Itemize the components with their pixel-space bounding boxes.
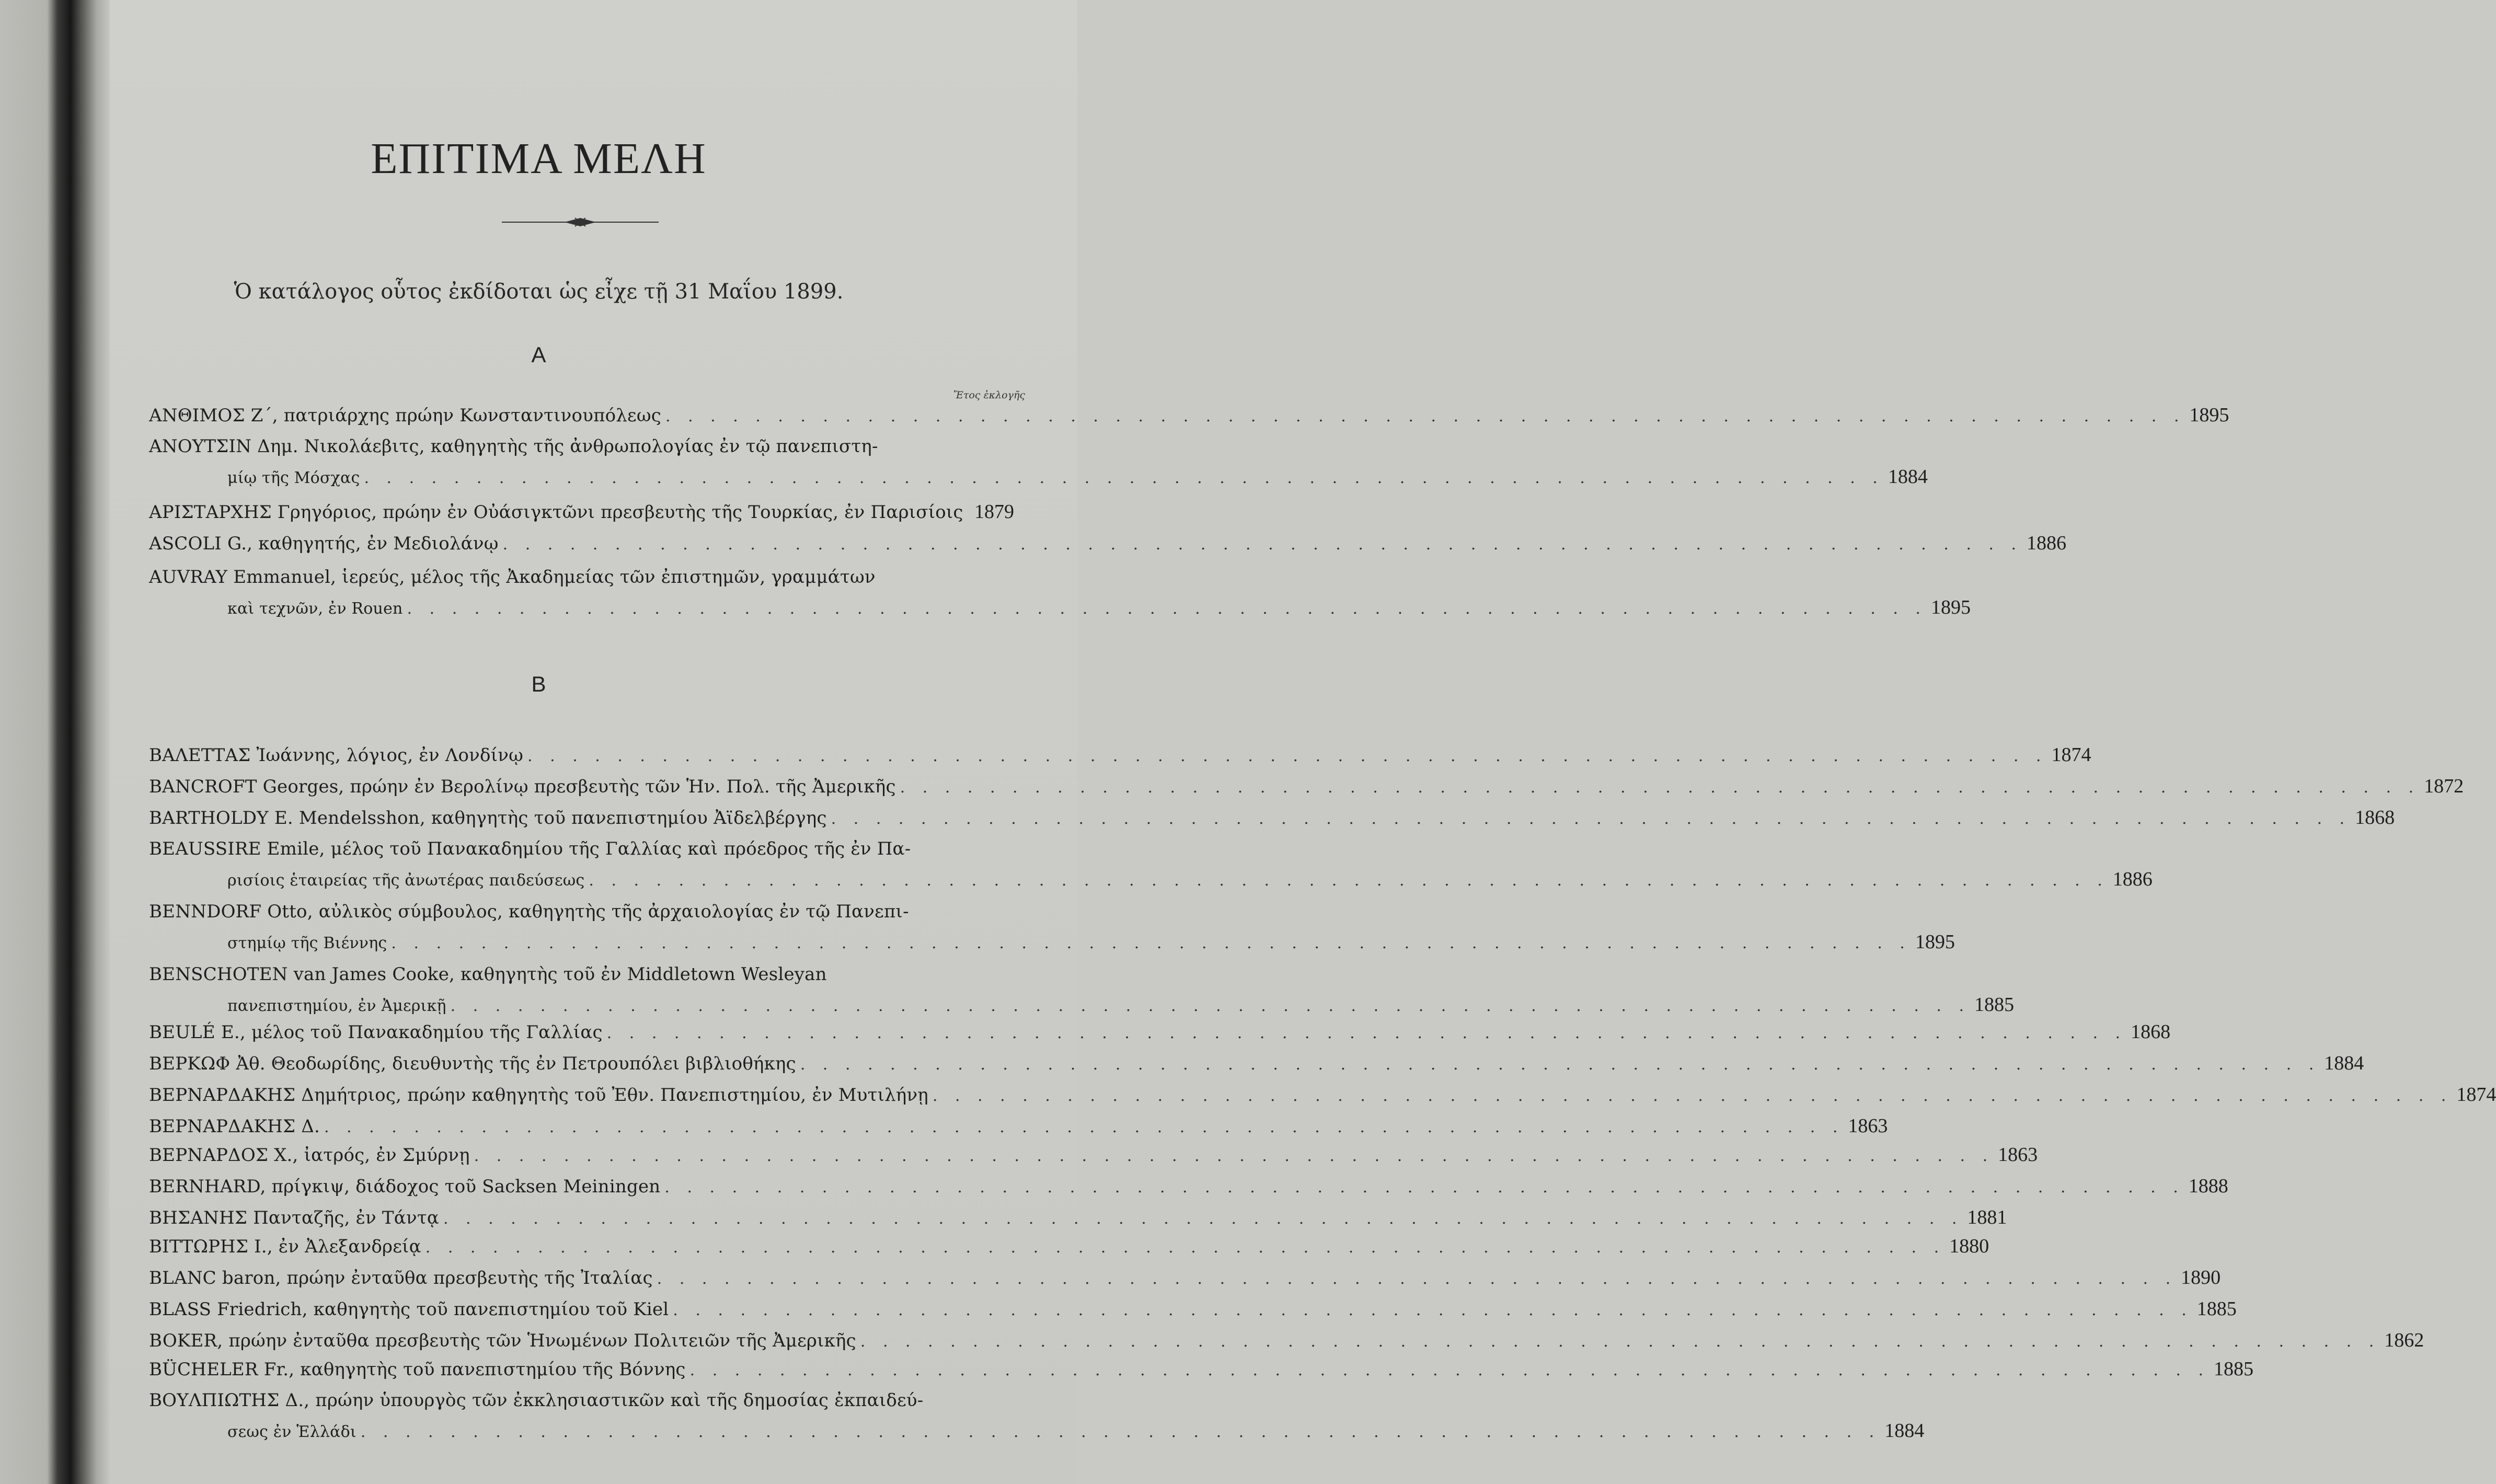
entry-line xyxy=(149,1385,1014,1416)
entry-text: μίῳ τῆς Μόσχας xyxy=(227,469,360,487)
entry-text: καὶ τεχνῶν, ἐν Rouen xyxy=(227,600,403,618)
election-year: 1895 xyxy=(1915,931,1955,953)
member-entry xyxy=(149,1017,2171,1047)
entry-line xyxy=(149,927,1955,957)
catalogue-note: Ὁ κατάλογος οὗτος ἐκδίδοται ὡς εἶχε τῇ 31 Μαΐου 1899. xyxy=(234,280,844,304)
page-title: ΕΠΙΤΙΜΑ ΜΕΛΗ xyxy=(371,134,707,183)
entry-text: ASCOLI G., καθηγητής, ἐν Μεδιολάνῳ xyxy=(149,533,499,554)
leader-dots: . . . . . . . . . . . . . . . . . . . . . . . . . . . . . . . . . . . . . . . . . . . . . . . . . . . . . . . . . . . . . . . . . . . . xyxy=(324,1118,1844,1136)
entry-text: BENSCHOTEN van James Cooke, καθηγητὴς τοῦ ἐν Middletown Wesleyan xyxy=(149,964,827,985)
member-entry xyxy=(149,1202,2007,1233)
entry-line xyxy=(149,864,2153,894)
election-year: 1886 xyxy=(2027,532,2067,554)
entry-text: ΒΗΣΑΝΗΣ Πανταζῆς, ἐν Τάντᾳ xyxy=(149,1207,439,1228)
election-year: 1884 xyxy=(2324,1052,2364,1074)
year-column-header: Ἔτος ἐκλογῆς xyxy=(953,389,1025,401)
member-entry xyxy=(149,400,2229,430)
entry-line xyxy=(149,1231,1989,1261)
election-year: 1895 xyxy=(2189,404,2229,426)
member-entry xyxy=(149,528,2067,558)
section-letter: Β xyxy=(531,672,546,696)
election-year: 1868 xyxy=(2131,1021,2171,1043)
entry-line xyxy=(149,1294,2237,1324)
entry-line xyxy=(149,990,2015,1020)
member-entry xyxy=(149,1294,2237,1324)
election-year: 1885 xyxy=(1974,994,2015,1016)
entry-line xyxy=(149,771,2464,801)
entry-text: ΒΕΡΝΑΡΔΑΚΗΣ Δ. xyxy=(149,1116,320,1137)
leader-dots: . . . . . . . . . . . . . . . . . . . . . . . . . . . . . . . . . . . . . . . . . . . . . . . . . . . . . . . . . . . . . . . . . . . . xyxy=(425,1238,1946,1257)
leader-dots: . . . . . . . . . . . . . . . . . . . . . . . . . . . . . . . . . . . . . . . . . . . . . . . . . . . . . . . . . . . . . . . . . . . . xyxy=(800,1055,2320,1074)
entry-line xyxy=(149,400,2229,430)
election-year: 1863 xyxy=(1848,1115,1888,1137)
member-entry xyxy=(149,1385,1925,1446)
member-entry xyxy=(149,497,1014,527)
entry-line xyxy=(149,1416,1925,1446)
entry-line xyxy=(149,1325,2424,1355)
entry-line xyxy=(149,959,1014,990)
election-year: 1884 xyxy=(1884,1420,1925,1442)
member-entry xyxy=(149,834,2153,894)
entry-text: πανεπιστημίου, ἐν Ἀμερικῇ xyxy=(227,997,446,1015)
entry-text: ΒΕΡΝΑΡΔΑΚΗΣ Δημήτριος, πρώην καθηγητὴς τοῦ Ἐθν. Πανεπιστημίου, ἐν Μυτιλήνῃ xyxy=(149,1085,928,1106)
entry-text: BEULÉ E., μέλος τοῦ Πανακαδημίου τῆς Γαλλίας xyxy=(149,1022,603,1043)
member-entry xyxy=(149,1048,2364,1078)
entry-text: BANCROFT Georges, πρώην ἐν Βερολίνῳ πρεσβευτὴς τῶν Ἡν. Πολ. τῆς Ἀμερικῆς xyxy=(149,776,896,797)
leader-dots: . . . . . . . . . . . . . . . . . . . . . . . . . . . . . . . . . . . . . . . . . . . . . . . . . . . . . . . . . . . . . . . . . . . . xyxy=(407,600,1927,618)
entry-line xyxy=(149,462,1928,492)
member-entry xyxy=(149,896,1955,957)
entry-line xyxy=(149,1202,2007,1233)
entry-line xyxy=(149,528,2067,558)
election-year: 1874 xyxy=(2051,744,2091,766)
entry-text: BLANC baron, πρώην ἐνταῦθα πρεσβευτὴς τῆς Ἰταλίας xyxy=(149,1268,653,1289)
leader-dots: . . . . . . . . . . . . . . . . . . . . . . . . . . . . . . . . . . . . . . . . . . . . . . . . . . . . . . . . . . . . . . . . . . . . xyxy=(450,997,1971,1015)
member-entry xyxy=(149,740,2091,770)
entry-line xyxy=(149,834,1014,864)
election-year: 1863 xyxy=(1998,1144,2038,1166)
entry-text: στημίῳ τῆς Βιέννης xyxy=(227,934,387,952)
entry-text: BARTHOLDY E. Mendelsshon, καθηγητὴς τοῦ πανεπιστημίου Ἀϊδελβέργης xyxy=(149,808,827,829)
member-entry xyxy=(149,1231,1989,1261)
entry-line xyxy=(149,896,1014,927)
leader-dots: . . . . . . . . . . . . . . . . . . . . . . . . . . . . . . . . . . . . . . . . . . . . . . . . . . . . . . . . . . . . . . . . . . . . xyxy=(665,407,2186,425)
entry-line xyxy=(149,1048,2364,1078)
entry-line xyxy=(149,1017,2171,1047)
entry-line xyxy=(149,1079,2496,1110)
entry-line xyxy=(149,1262,2221,1293)
leader-dots: . . . . . . . . . . . . . . . . . . . . . . . . . . . . . . . . . . . . . . . . . . . . . . . . . . . . . . . . . . . . . . . . . . . . xyxy=(474,1147,1994,1165)
entry-text: AUVRAY Emmanuel, ἱερεύς, μέλος τῆς Ἀκαδημείας τῶν ἐπιστημῶν, γραμμάτων xyxy=(149,567,876,588)
leader-dots: . . . . . . . . . . . . . . . . . . . . . . . . . . . . . . . . . . . . . . . . . . . . . . . . . . . . . . . . . . . . . . . . . . . . xyxy=(527,747,2048,765)
ornament-divider xyxy=(502,212,659,233)
entry-text: BLASS Friedrich, καθηγητὴς τοῦ πανεπιστημίου τοῦ Kiel xyxy=(149,1299,669,1320)
member-entry xyxy=(149,1325,2424,1355)
leader-dots: . . . . . . . . . . . . . . . . . . . . . . . . . . . . . . . . . . . . . . . . . . . . . . . . . . . . . . . . . . . . . . . . . . . . xyxy=(673,1301,2193,1319)
leader-dots: . . . . . . . . . . . . . . . . . . . . . . . . . . . . . . . . . . . . . . . . . . . . . . . . . . . . . . . . . . . . . . . . . . . . xyxy=(860,1332,2380,1351)
election-year: 1879 xyxy=(974,501,1014,523)
election-year: 1862 xyxy=(2384,1329,2424,1351)
leader-dots: . . . . . . . . . . . . . . . . . . . . . . . . . . . . . . . . . . . . . . . . . . . . . . . . . . . . . . . . . . . . . . . . . . . . xyxy=(932,1087,2453,1105)
entry-line xyxy=(149,1111,1888,1141)
member-entry xyxy=(149,771,2464,801)
election-year: 1890 xyxy=(2181,1267,2221,1289)
entry-text: ΑΝΘΙΜΟΣ Ζ΄, πατριάρχης πρώην Κωνσταντινουπόλεως xyxy=(149,405,662,426)
election-year: 1872 xyxy=(2424,775,2464,797)
leader-dots: . . . . . . . . . . . . . . . . . . . . . . . . . . . . . . . . . . . . . . . . . . . . . . . . . . . . . . . . . . . . . . . . . . . . xyxy=(391,934,1911,952)
election-year: 1874 xyxy=(2456,1084,2496,1106)
leader-dots: . . . . . . . . . . . . . . . . . . . . . . . . . . . . . . . . . . . . . . . . . . . . . . . . . . . . . . . . . . . . . . . . . . . . xyxy=(657,1270,2177,1288)
member-entry xyxy=(149,1111,1888,1141)
election-year: 1884 xyxy=(1888,466,1928,488)
leader-dots: . . . . . . . . . . . . . . . . . . . . . . . . . . . . . . . . . . . . . . . . . . . . . . . . . . . . . . . . . . . . . . . . . . . . xyxy=(689,1361,2210,1379)
entry-text: BÜCHELER Fr., καθηγητὴς τοῦ πανεπιστημίου τῆς Βόννης xyxy=(149,1359,686,1380)
member-entry xyxy=(149,1079,2496,1110)
entry-text: BOKER, πρώην ἐνταῦθα πρεσβευτὴς τῶν Ἡνωμένων Πολιτειῶν τῆς Ἀμερικῆς xyxy=(149,1330,856,1351)
entry-text: ΒΑΛΕΤΤΑΣ Ἰωάννης, λόγιος, ἐν Λονδίνῳ xyxy=(149,745,524,766)
leader-dots: . . . . . . . . . . . . . . . . . . . . . . . . . . . . . . . . . . . . . . . . . . . . . . . . . . . . . . . . . . . . . . . . . . . . xyxy=(664,1178,2184,1197)
member-entry xyxy=(149,959,2015,1020)
election-year: 1886 xyxy=(2112,868,2153,890)
leader-dots: . . . . . . . . . . . . . . . . . . . . . . . . . . . . . . . . . . . . . . . . . . . . . . . . . . . . . . . . . . . . . . . . . . . . xyxy=(831,810,2351,828)
leader-dots: . . . . . . . . . . . . . . . . . . . . . . . . . . . . . . . . . . . . . . . . . . . . . . . . . . . . . . . . . . . . . . . . . . . . xyxy=(364,469,1884,487)
entry-line xyxy=(149,1171,2228,1201)
member-entry xyxy=(149,562,1971,623)
entry-line xyxy=(149,1140,2038,1170)
entry-text: ΒΙΤΤΩΡΗΣ Ι., ἐν Ἀλεξανδρείᾳ xyxy=(149,1236,421,1257)
election-year: 1880 xyxy=(1949,1235,1989,1257)
entry-line xyxy=(149,740,2091,770)
member-entry xyxy=(149,431,1928,492)
election-year: 1885 xyxy=(2196,1298,2237,1320)
member-entry xyxy=(149,1171,2228,1201)
election-year: 1868 xyxy=(2355,807,2395,829)
entry-line xyxy=(149,1354,2254,1384)
entry-line xyxy=(149,562,1014,592)
section-letter: Α xyxy=(531,342,546,367)
entry-text: BENNDORF Otto, αὐλικὸς σύμβουλος, καθηγητὴς τῆς ἀρχαιολογίας ἐν τῷ Πανεπι- xyxy=(149,901,909,922)
entry-text: ρισίοις ἑταιρείας τῆς ἀνωτέρας παιδεύσεως xyxy=(227,871,585,890)
entry-text: ΒΕΡΝΑΡΔΟΣ Χ., ἰατρός, ἐν Σμύρνῃ xyxy=(149,1145,470,1166)
leader-dots: . . . . . . . . . . . . . . . . . . . . . . . . . . . . . . . . . . . . . . . . . . . . . . . . . . . . . . . . . . . . . . . . . . . . xyxy=(900,778,2420,797)
election-year: 1885 xyxy=(2214,1358,2254,1380)
entry-line xyxy=(149,431,1014,462)
election-year: 1888 xyxy=(2188,1175,2228,1197)
entry-line xyxy=(149,497,1014,527)
election-year: 1895 xyxy=(1930,596,1971,618)
entry-text: ΒΟΥΛΠΙΩΤΗΣ Δ., πρώην ὑπουργὸς τῶν ἐκκλησιαστικῶν καὶ τῆς δημοσίας ἐκπαιδεύ- xyxy=(149,1390,924,1411)
book-spine-shadow xyxy=(0,0,110,1484)
election-year: 1881 xyxy=(1967,1206,2007,1228)
leader-dots: . . . . . . . . . . . . . . . . . . . . . . . . . . . . . . . . . . . . . . . . . . . . . . . . . . . . . . . . . . . . . . . . . . . . xyxy=(502,535,2023,554)
leader-dots: . . . . . . . . . . . . . . . . . . . . . . . . . . . . . . . . . . . . . . . . . . . . . . . . . . . . . . . . . . . . . . . . . . . . xyxy=(360,1423,1881,1441)
member-entry xyxy=(149,802,2395,833)
leader-dots: . . . . . . . . . . . . . . . . . . . . . . . . . . . . . . . . . . . . . . . . . . . . . . . . . . . . . . . . . . . . . . . . . . . . xyxy=(443,1210,1963,1228)
entry-text: σεως ἐν Ἑλλάδι xyxy=(227,1423,356,1441)
leader-dots: . . . . . . . . . . . . . . . . . . . . . . . . . . . . . . . . . . . . . . . . . . . . . . . . . . . . . . . . . . . . . . . . . . . . xyxy=(606,1024,2127,1042)
entry-text: ΒΕΡΚΩΦ Ἀθ. Θεοδωρίδης, διευθυντὴς τῆς ἐν Πετρουπόλει βιβλιοθήκης xyxy=(149,1053,796,1074)
leader-dots: . . . . . . . . . . . . . . . . . . . . . . . . . . . . . . . . . . . . . . . . . . . . . . . . . . . . . . . . . . . . . . . . . . . . xyxy=(589,871,2109,890)
entry-line xyxy=(149,802,2395,833)
member-entry xyxy=(149,1140,2038,1170)
entry-text: ΑΡΙΣΤΑΡΧΗΣ Γρηγόριος, πρώην ἐν Οὐάσιγκτῶνι πρεσβευτὴς τῆς Τουρκίας, ἐν Παρισίοις xyxy=(149,502,963,523)
entry-text: ΑΝΟΥΤΣΙΝ Δημ. Νικολάεβιτς, καθηγητὴς τῆς ἀνθρωπολογίας ἐν τῷ πανεπιστη- xyxy=(149,436,878,457)
entry-line xyxy=(149,592,1971,623)
member-entry xyxy=(149,1354,2254,1384)
member-entry xyxy=(149,1262,2221,1293)
entry-text: BERNHARD, πρίγκιψ, διάδοχος τοῦ Sacksen Meiningen xyxy=(149,1176,661,1197)
entry-text: BEAUSSIRE Emile, μέλος τοῦ Πανακαδημίου τῆς Γαλλίας καὶ πρόεδρος τῆς ἐν Πα- xyxy=(149,838,911,859)
